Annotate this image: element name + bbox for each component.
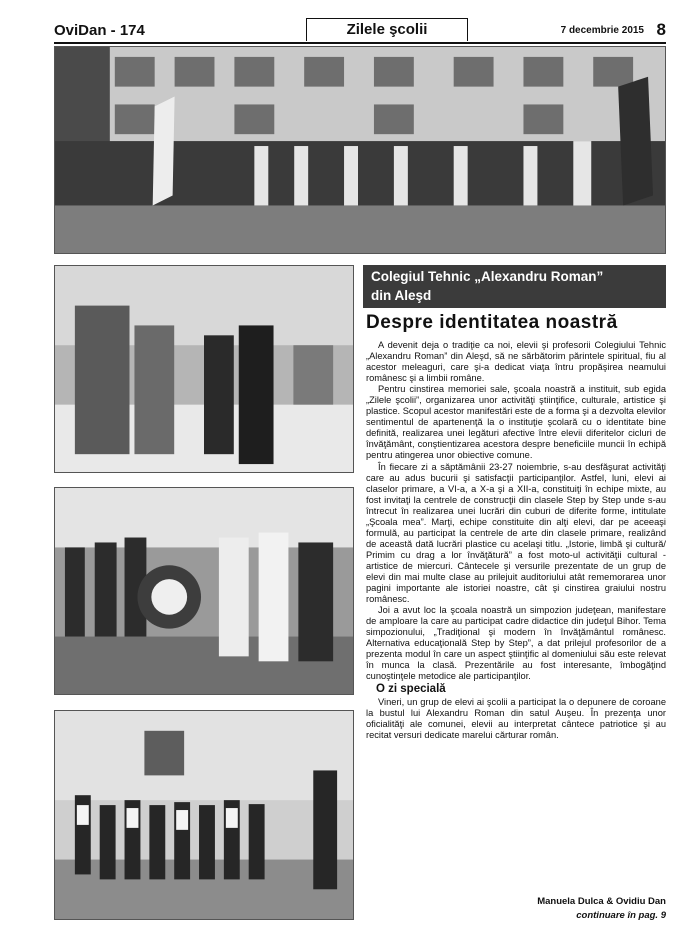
page-number: 8	[656, 20, 666, 39]
paragraph-3: În fiecare zi a săptămânii 23-27 noiembrie, s-au desfăşurat activităţi care au adus bucurii şi satisfacţii participanţilor. Astfel, luni, elevi ai claselor primare, a VI-a, a X-a şi a XII-a, constituiţi în echipe mixte, au fost invitaţi la centrele de construcţii din clasele Step by Step unde s-au întrecut în realizarea unei lucrări din cuburi de diferite forme, intitulate „Şcoala mea”. Marţi, echipe constituite din alţi elevi, dar pe aceeaşi formulă, au participat la centrele de arte din clasele primare, realizând de această dată lucrări plastice cu acelaşi titlu. „Istorie, limbă şi cultură/ Primim cu drag a lor învăţătură” a fost moto-ul activităţii cultural - artistice de miercuri. Cântecele şi versurile prezentate de un grup de elevi din mai multe clase au prilejuit auditoriului atât rememorarea unor pagini importante ale istoriei noastre, cât şi cinstirea graiului nostru românesc.	[366, 461, 666, 605]
section-title: Zilele şcolii	[306, 18, 468, 41]
photo-officials-at-bust	[54, 265, 354, 473]
photo-choir-pupils	[54, 710, 354, 920]
publication-issue: OviDan - 174	[54, 22, 145, 39]
issue-date: 7 decembrie 2015	[560, 25, 644, 36]
paragraph-1: A devenit deja o tradiţie ca noi, elevii şi profesorii Colegiului Tehnic „Alexandru Roman” din Aleşd, să ne sărbătorim părintele spiritual, fiu al acestor meleaguri, care şi-a dedicat viaţa întru propăşirea neamului românesc şi a limbii române.	[366, 340, 666, 384]
photo-pupils-with-wreath	[54, 487, 354, 695]
paragraph-4: Joi a avut loc la şcoala noastră un simpozion judeţean, manifestare de amploare la care au participat cadre didactice din judeţul Bihor. Tema simpozionului, „Tradiţional şi modern în învăţământul românesc. Alternativa educaţională Step by Step”, a dat prilejul profesorilor de a prezenta modul în care un aspect ştiinţific al domeniului său este relevat în munca la clasă. Prezentările au fost interesante, îmbogăţind cunoştinţele metodice ale participanţilor.	[366, 605, 666, 682]
photo-school-courtyard	[54, 46, 666, 254]
article-title-box	[363, 265, 666, 308]
article-authors: Manuela Dulca & Ovidiu Dan	[537, 896, 666, 907]
paragraph-2: Pentru cinstirea memoriei sale, şcoala noastră a instituit, sub egida „Zilele şcolii”, organizarea unor activităţi ştiinţifice, culturale, artistice şi plastice. Scopul acestor manifestări este de a forma şi a dezvolta elevilor sentimentul de apartenenţă la o instituţie şcolară cu o identitate bine definită, realizarea unei legături afective între elevii diferitelor cicluri de învăţământ, conştientizarea acestora despre beneficiile muncii în echipă pentru atingerea unor obiective comune.	[366, 384, 666, 461]
title-line-2: din Aleşd	[371, 288, 432, 303]
article-headline: Despre identitatea noastră	[366, 312, 618, 333]
header-rule	[54, 42, 666, 44]
continuation-link[interactable]: continuare în pag. 9	[576, 910, 666, 921]
paragraph-5: Vineri, un grup de elevi ai şcolii a participat la o depunere de coroane la bustul lui Alexandru Roman din satul Auşeu. În prezenţa unor oficialităţi ale comunei, elevii au interpretat cântece patriotice şi au recitat versuri dedicate marelui cărturar român.	[366, 696, 666, 740]
title-line-1: Colegiul Tehnic „Alexandru Roman”	[371, 269, 604, 284]
article-subhead: O zi specială	[376, 683, 446, 696]
article-body	[366, 340, 666, 741]
page-header	[54, 20, 666, 42]
